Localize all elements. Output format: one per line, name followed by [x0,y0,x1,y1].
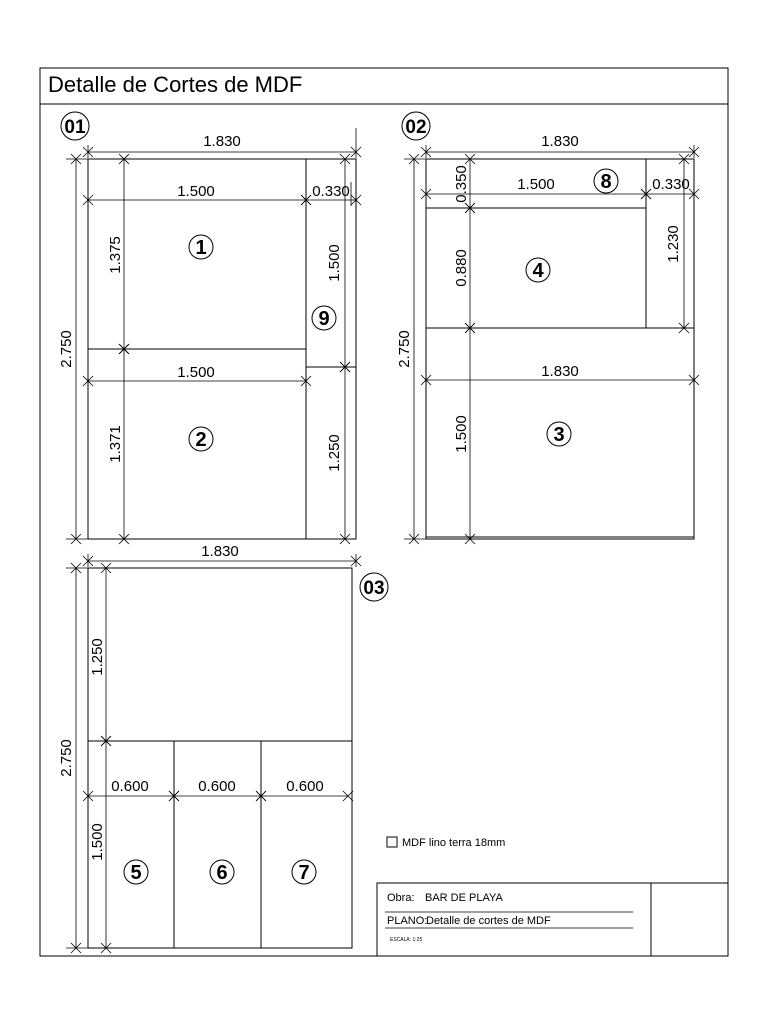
board-02-dim-label: 1.500 [517,176,555,193]
board-03-dim-label: 0.600 [111,778,149,795]
board-01-dim-label: 1.375 [107,236,124,274]
svg-text:01: 01 [64,117,86,138]
board-01 [58,112,356,539]
obra-value: BAR DE PLAYA [425,892,503,904]
board-02-height-label: 2.750 [396,330,413,368]
obra-label: Obra: [387,892,415,904]
sheet-frame [40,68,728,956]
board-02-width-label: 1.830 [541,133,579,150]
svg-text:03: 03 [363,578,385,599]
material-swatch [387,837,397,847]
svg-text:1: 1 [195,237,207,259]
board-01-width-label: 1.830 [203,133,241,150]
piece-9-marker [312,306,336,330]
escala-label: ESCALA: 1:25 [390,937,423,943]
plano-value: Detalle de cortes de MDF [426,915,551,927]
board-03 [58,543,388,948]
board-01-dim-label: 1.500 [177,364,215,381]
svg-text:6: 6 [216,862,228,884]
svg-text:9: 9 [318,308,330,330]
material-legend [387,837,505,849]
board-03-dim-label: 0.600 [286,778,324,795]
board-01-dim-label: 1.250 [326,434,343,472]
board-02-dim-label: 0.350 [453,165,470,203]
piece-2-marker [189,427,213,451]
board-01-dim-label: 1.500 [326,244,343,282]
board-03-height-label: 2.750 [58,739,75,777]
piece-4-marker [526,258,550,282]
board-01-dim-label: 0.330 [312,183,350,200]
board-03-dim-label: 1.250 [89,638,106,676]
board-01-dim-label: 1.371 [107,425,124,463]
board-02-dim-label: 0.880 [453,249,470,287]
board-03-outline [88,568,352,948]
svg-text:7: 7 [298,862,310,884]
board-01-height-label: 2.750 [58,330,75,368]
plano-label: PLANO: [387,915,428,927]
svg-text:8: 8 [600,171,612,193]
board-02-outline [426,159,694,539]
board-02-dim-label: 1.230 [665,225,682,263]
board-03-tag [360,573,388,601]
svg-text:3: 3 [553,424,565,446]
piece-8-marker [594,169,618,193]
board-02-dim-label: 1.500 [453,415,470,453]
svg-text:02: 02 [405,117,427,138]
board-01-tag [61,112,89,140]
piece-3-marker [547,422,571,446]
board-03-width-label: 1.830 [201,543,239,560]
board-02-tag [402,112,430,140]
svg-text:2: 2 [195,429,207,451]
svg-text:5: 5 [130,862,142,884]
piece-7-marker [292,860,316,884]
piece-1-marker [189,235,213,259]
title-block [377,883,728,956]
board-03-dim-label: 0.600 [198,778,236,795]
piece-5-marker [124,860,148,884]
sheet-title: Detalle de Cortes de MDF [48,72,303,97]
board-02-dim-label: 0.330 [652,176,690,193]
svg-text:4: 4 [532,260,544,282]
board-03-dim-label: 1.500 [89,823,106,861]
board-02-dim-label: 1.830 [541,363,579,380]
material-label: MDF lino terra 18mm [402,837,506,849]
piece-6-marker [210,860,234,884]
board-02 [396,112,694,539]
board-01-dim-label: 1.500 [177,183,215,200]
